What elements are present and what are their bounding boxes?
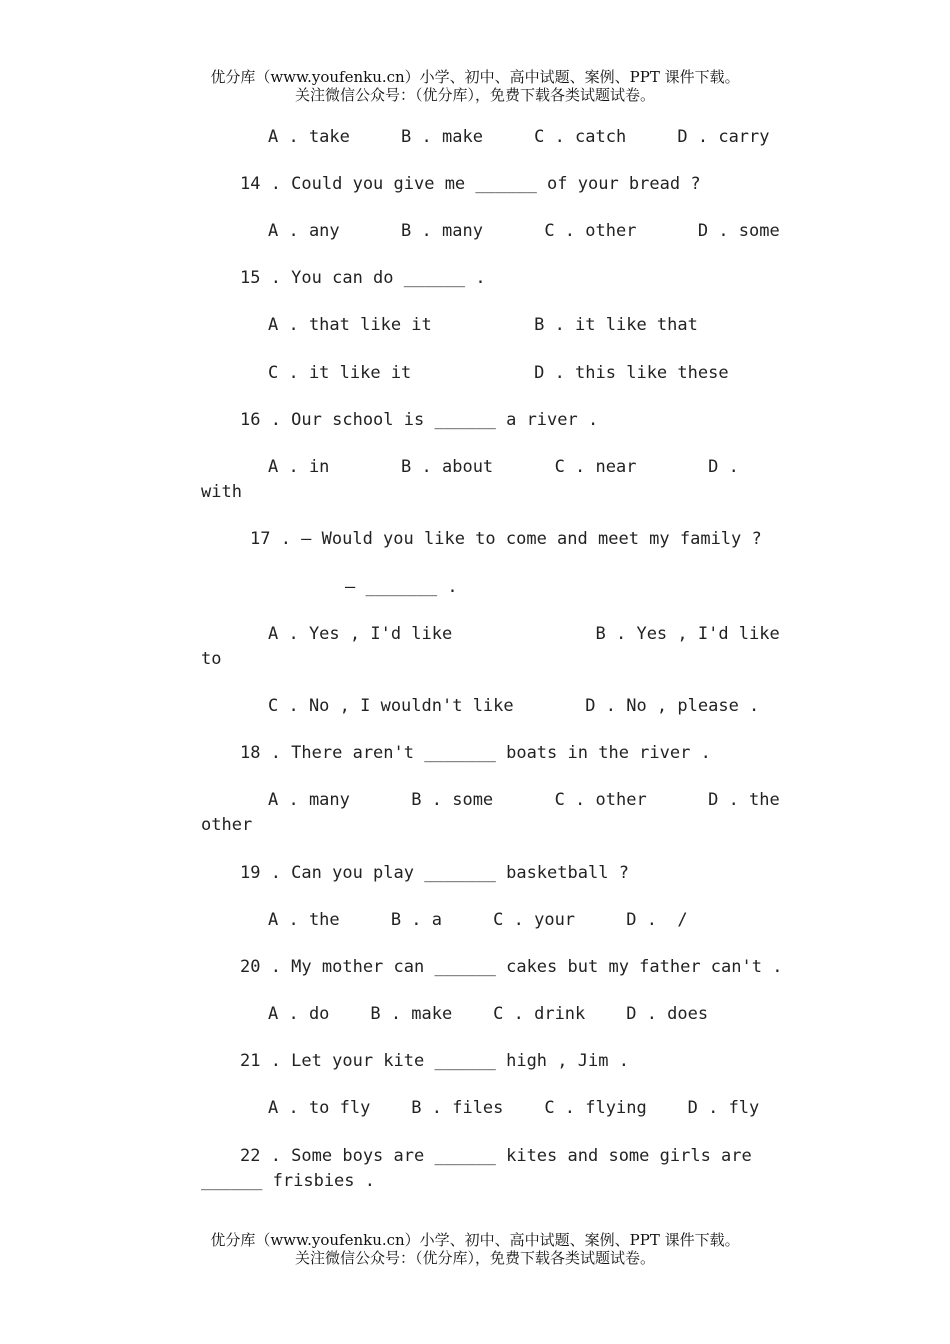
options-21: A . to fly B . files C . flying D . fly bbox=[268, 1098, 760, 1118]
question-14: 14 . Could you give me ______ of your bread ? bbox=[240, 174, 701, 194]
options-17-wrap: to bbox=[201, 649, 222, 669]
options-16-wrap: with bbox=[201, 482, 242, 502]
question-22: 22 . Some boys are ______ kites and some girls are bbox=[240, 1146, 752, 1166]
options-19: A . the B . a C . your D . / bbox=[268, 910, 688, 930]
question-15: 15 . You can do ______ . bbox=[240, 268, 486, 288]
options-13: A . take B . make C . catch D . carry bbox=[268, 127, 770, 147]
question-20: 20 . My mother can ______ cakes but my father can't . bbox=[240, 957, 783, 977]
options-15-cd: C . it like it D . this like these bbox=[268, 363, 729, 383]
options-18: A . many B . some C . other D . the bbox=[268, 790, 780, 810]
header-line-2: 关注微信公众号：（优分库），免费下载各类试题试卷。 bbox=[294, 86, 655, 104]
page-header bbox=[0, 68, 950, 104]
options-17-ab: A . Yes , I'd like B . Yes , I'd like bbox=[268, 624, 780, 644]
question-19: 19 . Can you play _______ basketball ? bbox=[240, 863, 629, 883]
options-14: A . any B . many C . other D . some bbox=[268, 221, 780, 241]
question-18: 18 . There aren't _______ boats in the river . bbox=[240, 743, 711, 763]
question-17: 17 . — Would you like to come and meet my family ? bbox=[250, 529, 762, 549]
footer-line-2: 关注微信公众号：（优分库），免费下载各类试题试卷。 bbox=[294, 1249, 655, 1267]
options-16: A . in B . about C . near D . bbox=[268, 457, 739, 477]
page-footer bbox=[0, 1231, 950, 1267]
options-15-ab: A . that like it B . it like that bbox=[268, 315, 698, 335]
options-20: A . do B . make C . drink D . does bbox=[268, 1004, 709, 1024]
question-16: 16 . Our school is ______ a river . bbox=[240, 410, 599, 430]
options-17-cd: C . No , I wouldn't like D . No , please . bbox=[268, 696, 760, 716]
options-18-wrap: other bbox=[201, 815, 253, 835]
question-21: 21 . Let your kite ______ high , Jim . bbox=[240, 1051, 629, 1071]
footer-line-1: 优分库（www.youfenku.cn）小学、初中、高中试题、案例、PPT 课件下载。 bbox=[210, 1231, 740, 1249]
question-17-reply: — _______ . bbox=[345, 577, 458, 597]
header-line-1: 优分库（www.youfenku.cn）小学、初中、高中试题、案例、PPT 课件下载。 bbox=[210, 68, 740, 86]
question-22-wrap: ______ frisbies . bbox=[201, 1171, 375, 1191]
